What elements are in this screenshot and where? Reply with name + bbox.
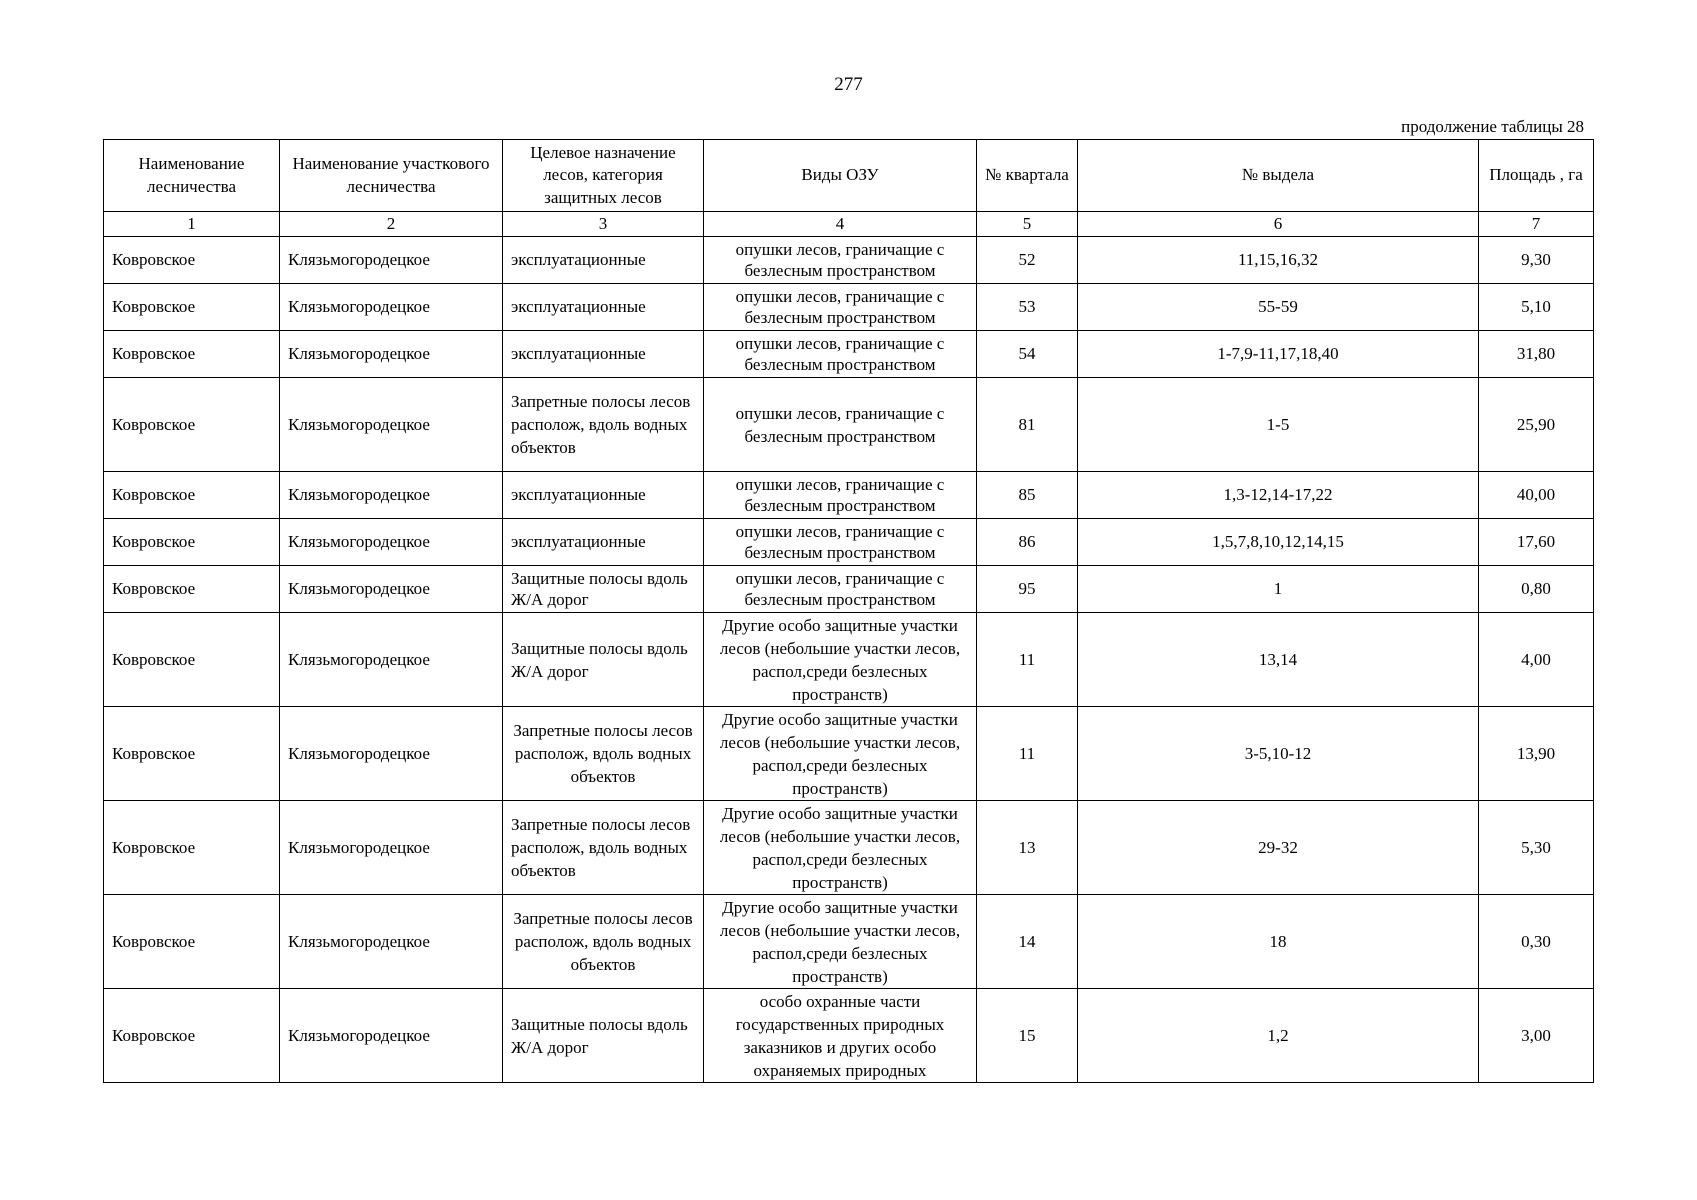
purpose-category-cell: Запретные полосы лесов располож, вдоль водных объектов	[503, 895, 704, 989]
column-header-ozu-types: Виды ОЗУ	[704, 140, 977, 212]
plot-number-cell: 3-5,10-12	[1078, 707, 1479, 801]
forestry-cell: Ковровское	[104, 895, 280, 989]
ozu-type-cell: опушки лесов, граничащие с безлесным пространством	[704, 566, 977, 613]
forest-table	[103, 139, 1594, 1083]
column-number: 7	[1479, 212, 1594, 237]
plot-number-cell: 55-59	[1078, 284, 1479, 331]
purpose-category-cell: Защитные полосы вдоль Ж/А дорог	[503, 566, 704, 613]
table-row	[104, 237, 1594, 284]
forestry-cell: Ковровское	[104, 237, 280, 284]
column-number: 5	[977, 212, 1078, 237]
plot-number-cell: 1,2	[1078, 989, 1479, 1083]
ozu-type-cell: Другие особо защитные участки лесов (небольшие участки лесов, распол,среди безлесных пространств)	[704, 895, 977, 989]
forestry-cell: Ковровское	[104, 989, 280, 1083]
table-row	[104, 284, 1594, 331]
ozu-type-cell: Другие особо защитные участки лесов (небольшие участки лесов, распол,среди безлесных пространств)	[704, 801, 977, 895]
area-cell: 13,90	[1479, 707, 1594, 801]
plot-number-cell: 1-5	[1078, 378, 1479, 472]
table-row	[104, 989, 1594, 1083]
column-header-quarter-number: № квартала	[977, 140, 1078, 212]
quarter-number-cell: 14	[977, 895, 1078, 989]
plot-number-cell: 1-7,9-11,17,18,40	[1078, 331, 1479, 378]
forestry-cell: Ковровское	[104, 331, 280, 378]
quarter-number-cell: 11	[977, 613, 1078, 707]
table-row	[104, 801, 1594, 895]
table-caption: продолжение таблицы 28	[1401, 117, 1584, 136]
column-numbers-row	[104, 212, 1594, 237]
purpose-category-cell: эксплуатационные	[503, 472, 704, 519]
forestry-cell: Ковровское	[104, 284, 280, 331]
plot-number-cell: 1,3-12,14-17,22	[1078, 472, 1479, 519]
column-header-purpose-category: Целевое назначение лесов, категория защитных лесов	[503, 140, 704, 212]
quarter-number-cell: 11	[977, 707, 1078, 801]
table-row	[104, 707, 1594, 801]
district-forestry-cell: Клязьмогородецкое	[280, 801, 503, 895]
table-row	[104, 378, 1594, 472]
area-cell: 0,80	[1479, 566, 1594, 613]
column-header-district-forestry: Наименование участкового лесничества	[280, 140, 503, 212]
ozu-type-cell: опушки лесов, граничащие с безлесным пространством	[704, 237, 977, 284]
district-forestry-cell: Клязьмогородецкое	[280, 472, 503, 519]
column-number: 2	[280, 212, 503, 237]
district-forestry-cell: Клязьмогородецкое	[280, 895, 503, 989]
table-row	[104, 519, 1594, 566]
plot-number-cell: 13,14	[1078, 613, 1479, 707]
purpose-category-cell: эксплуатационные	[503, 284, 704, 331]
forestry-cell: Ковровское	[104, 801, 280, 895]
area-cell: 31,80	[1479, 331, 1594, 378]
area-cell: 25,90	[1479, 378, 1594, 472]
ozu-type-cell: опушки лесов, граничащие с безлесным пространством	[704, 519, 977, 566]
district-forestry-cell: Клязьмогородецкое	[280, 284, 503, 331]
purpose-category-cell: эксплуатационные	[503, 519, 704, 566]
ozu-type-cell: особо охранные части государственных природных заказников и других особо охраняемых природных	[704, 989, 977, 1083]
district-forestry-cell: Клязьмогородецкое	[280, 331, 503, 378]
quarter-number-cell: 85	[977, 472, 1078, 519]
forestry-cell: Ковровское	[104, 707, 280, 801]
ozu-type-cell: опушки лесов, граничащие с безлесным пространством	[704, 472, 977, 519]
page-number: 277	[834, 74, 863, 95]
area-cell: 17,60	[1479, 519, 1594, 566]
ozu-type-cell: Другие особо защитные участки лесов (небольшие участки лесов, распол,среди безлесных пространств)	[704, 613, 977, 707]
table-body	[104, 237, 1594, 1083]
ozu-type-cell: опушки лесов, граничащие с безлесным пространством	[704, 284, 977, 331]
area-cell: 3,00	[1479, 989, 1594, 1083]
ozu-type-cell: Другие особо защитные участки лесов (небольшие участки лесов, распол,среди безлесных пространств)	[704, 707, 977, 801]
quarter-number-cell: 52	[977, 237, 1078, 284]
ozu-type-cell: опушки лесов, граничащие с безлесным пространством	[704, 378, 977, 472]
column-header-area: Площадь , га	[1479, 140, 1594, 212]
plot-number-cell: 29-32	[1078, 801, 1479, 895]
district-forestry-cell: Клязьмогородецкое	[280, 613, 503, 707]
purpose-category-cell: Запретные полосы лесов располож, вдоль водных объектов	[503, 801, 704, 895]
district-forestry-cell: Клязьмогородецкое	[280, 566, 503, 613]
quarter-number-cell: 15	[977, 989, 1078, 1083]
plot-number-cell: 1,5,7,8,10,12,14,15	[1078, 519, 1479, 566]
purpose-category-cell: Запретные полосы лесов располож, вдоль водных объектов	[503, 378, 704, 472]
area-cell: 5,10	[1479, 284, 1594, 331]
header-row	[104, 140, 1594, 212]
column-header-forestry: Наименование лесничества	[104, 140, 280, 212]
column-number: 6	[1078, 212, 1479, 237]
purpose-category-cell: Защитные полосы вдоль Ж/А дорог	[503, 989, 704, 1083]
ozu-type-cell: опушки лесов, граничащие с безлесным пространством	[704, 331, 977, 378]
column-number: 1	[104, 212, 280, 237]
table-row	[104, 566, 1594, 613]
area-cell: 9,30	[1479, 237, 1594, 284]
forestry-cell: Ковровское	[104, 378, 280, 472]
area-cell: 0,30	[1479, 895, 1594, 989]
area-cell: 5,30	[1479, 801, 1594, 895]
table-header	[104, 140, 1594, 237]
forestry-cell: Ковровское	[104, 613, 280, 707]
purpose-category-cell: Запретные полосы лесов располож, вдоль водных объектов	[503, 707, 704, 801]
table-row	[104, 472, 1594, 519]
table-row	[104, 331, 1594, 378]
district-forestry-cell: Клязьмогородецкое	[280, 378, 503, 472]
quarter-number-cell: 95	[977, 566, 1078, 613]
district-forestry-cell: Клязьмогородецкое	[280, 237, 503, 284]
column-header-plot-number: № выдела	[1078, 140, 1479, 212]
column-number: 3	[503, 212, 704, 237]
quarter-number-cell: 53	[977, 284, 1078, 331]
area-cell: 4,00	[1479, 613, 1594, 707]
quarter-number-cell: 81	[977, 378, 1078, 472]
quarter-number-cell: 86	[977, 519, 1078, 566]
purpose-category-cell: эксплуатационные	[503, 331, 704, 378]
quarter-number-cell: 54	[977, 331, 1078, 378]
quarter-number-cell: 13	[977, 801, 1078, 895]
district-forestry-cell: Клязьмогородецкое	[280, 989, 503, 1083]
table-row	[104, 613, 1594, 707]
district-forestry-cell: Клязьмогородецкое	[280, 707, 503, 801]
forestry-cell: Ковровское	[104, 519, 280, 566]
purpose-category-cell: Защитные полосы вдоль Ж/А дорог	[503, 613, 704, 707]
area-cell: 40,00	[1479, 472, 1594, 519]
forestry-cell: Ковровское	[104, 472, 280, 519]
plot-number-cell: 1	[1078, 566, 1479, 613]
district-forestry-cell: Клязьмогородецкое	[280, 519, 503, 566]
column-number: 4	[704, 212, 977, 237]
purpose-category-cell: эксплуатационные	[503, 237, 704, 284]
plot-number-cell: 11,15,16,32	[1078, 237, 1479, 284]
table-row	[104, 895, 1594, 989]
plot-number-cell: 18	[1078, 895, 1479, 989]
forestry-cell: Ковровское	[104, 566, 280, 613]
